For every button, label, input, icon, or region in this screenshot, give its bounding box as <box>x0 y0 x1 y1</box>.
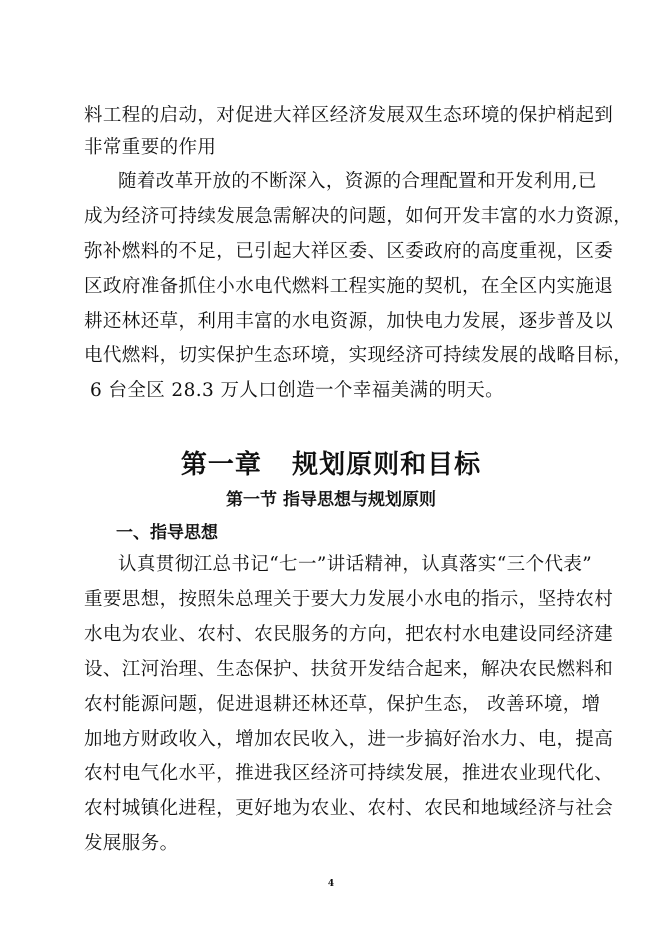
body-text-line: 认真贯彻江总书记“七一”讲话精神，认真落实“三个代表” <box>118 554 593 575</box>
body-text-line: 重要思想，按照朱总理关于要大力发展小水电的指示，坚持农村 <box>84 589 614 610</box>
body-text-line: 农村能源问题，促进退耕还林还草，保护生态， 改善环境，增 <box>84 694 601 715</box>
subsection-title: 一、指导思想 <box>116 523 218 543</box>
body-text-line: 区政府准备抓住小水电代燃料工程实施的契机，在全区内实施退 <box>84 276 614 297</box>
body-text-line: 料工程的启动，对促进大祥区经济发展双生态环境的保护梢起到 <box>84 105 614 126</box>
body-text-line: 非常重要的作用 <box>84 137 217 158</box>
body-text-line: 6 台全区 28.3 万人口创造一个幸福美满的明天。 <box>90 380 505 401</box>
body-text-line: 设、江河治理、生态保护、扶贫开发结合起来，解决农民燃料和 <box>84 659 614 680</box>
body-text-line: 电代燃料，切实保护生态环境，实现经济可持续发展的战略目标， <box>84 345 633 366</box>
body-text-line: 随着改革开放的不断深入，资源的合理配置和开发利用,已 <box>118 171 597 192</box>
body-text-line: 成为经济可持续发展急需解决的问题，如何开发丰富的水力资源， <box>84 206 633 227</box>
body-text-line: 弥补燃料的不足，已引起大祥区委、区委政府的高度重视，区委 <box>84 241 614 262</box>
body-text-line: 发展服务。 <box>84 833 179 854</box>
body-text-line: 水电为农业、农村、农民服务的方向，把农村水电建设同经济建 <box>84 624 614 645</box>
page-number: 4 <box>327 879 335 889</box>
chapter-title: 第一章 规划原则和目标 <box>180 450 482 480</box>
body-text-line: 耕还林还草，利用丰富的水电资源，加快电力发展，逐步普及以 <box>84 311 614 332</box>
body-text-line: 农村电气化水平，推进我区经济可持续发展，推进农业现代化、 <box>84 763 614 784</box>
section-title: 第一节 指导思想与规划原则 <box>226 490 436 510</box>
body-text-line: 农村城镇化进程，更好地为农业、农村、农民和地域经济与社会 <box>84 798 614 819</box>
body-text-line: 加地方财政收入，增加农民收入，进一步搞好治水力、电，提高 <box>84 729 614 750</box>
